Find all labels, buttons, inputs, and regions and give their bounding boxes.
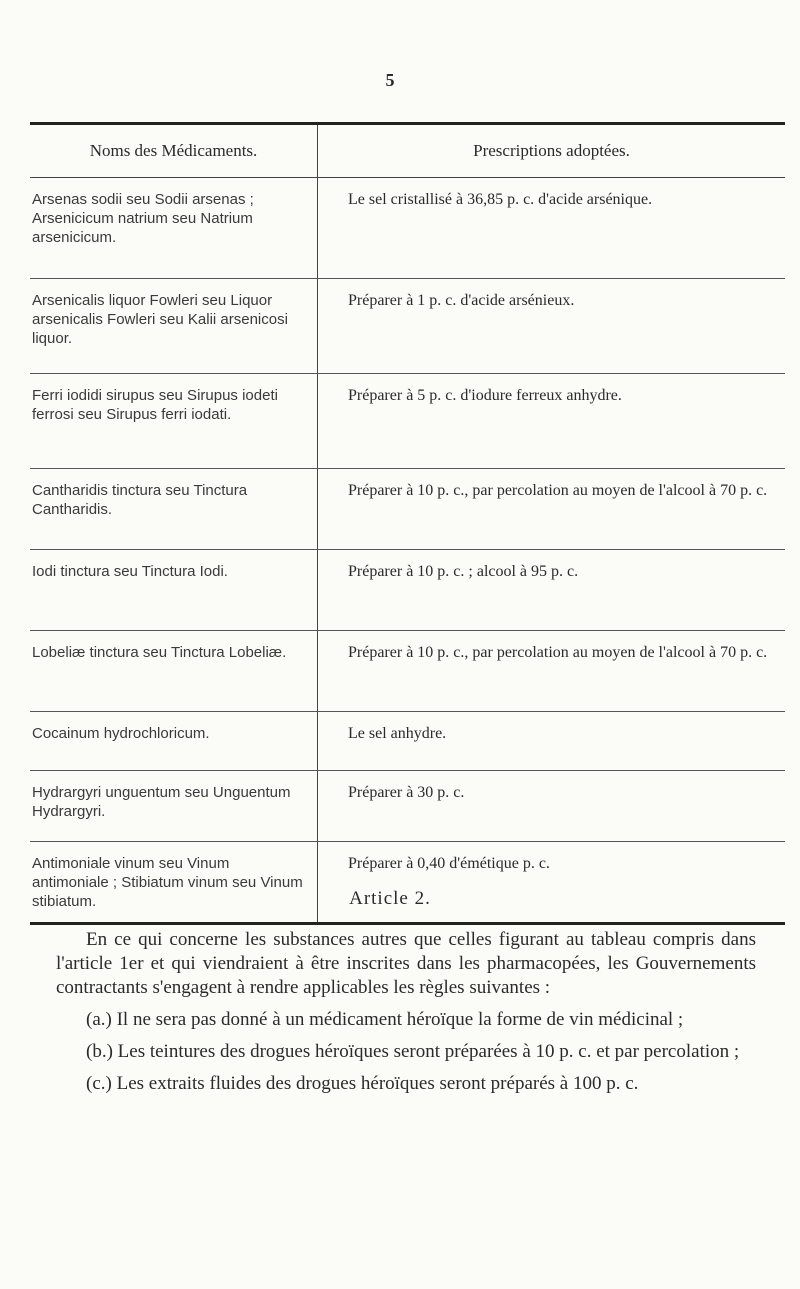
table-row [30, 178, 785, 279]
article-body [56, 928, 756, 1104]
prescription: Préparer à 10 p. c., par percolation au moyen de l'alcool à 70 p. c. [348, 482, 768, 499]
medicaments-table [30, 122, 785, 925]
medicament-name: Lobeliæ tinctura seu Tinctura Lobeliæ. [30, 631, 318, 711]
medicament-name: Arsenas sodii seu Sodii arsenas ; Arsenicicum natrium seu Natrium arsenicicum. [30, 178, 318, 278]
article-item-a: (a.) Il ne sera pas donné à un médicament héroïque la forme de vin médicinal ; [86, 1009, 684, 1030]
medicament-name: Cantharidis tinctura seu Tinctura Cantharidis. [30, 469, 318, 549]
medicament-name: Ferri iodidi sirupus seu Sirupus iodeti ferrosi seu Sirupus ferri iodati. [30, 374, 318, 468]
medicament-name: Arsenicalis liquor Fowleri seu Liquor arsenicalis Fowleri seu Kalii arsenicosi liquor. [30, 279, 318, 373]
prescription: Préparer à 0,40 d'émétique p. c. [348, 855, 550, 872]
medicament-name: Hydrargyri unguentum seu Unguentum Hydrargyri. [30, 771, 318, 841]
table-row [30, 631, 785, 712]
table-row [30, 469, 785, 550]
prescription: Préparer à 1 p. c. d'acide arsénieux. [348, 292, 575, 309]
prescription: Le sel cristallisé à 36,85 p. c. d'acide arsénique. [348, 191, 653, 208]
medicament-name: Iodi tinctura seu Tinctura Iodi. [30, 550, 318, 630]
table-header [30, 125, 785, 178]
article-intro: En ce qui concerne les substances autres que celles figurant au tableau compris dans l'article 1er et qui viendraient à être inscrites dans les pharmacopées, les Gouvernements contractants s'engagent à rendre applicables les règles suivantes : [56, 929, 756, 998]
article-item-c: (c.) Les extraits fluides des drogues héroïques seront préparés à 100 p. c. [86, 1073, 639, 1094]
prescription: Préparer à 10 p. c. ; alcool à 95 p. c. [348, 563, 579, 580]
medicament-name: Antimoniale vinum seu Vinum antimoniale ; Stibiatum vinum seu Vinum stibiatum. [30, 842, 318, 922]
table-row [30, 771, 785, 842]
header-prescriptions: Prescriptions adoptées. [473, 141, 630, 160]
page-number: 5 [385, 70, 395, 90]
table-row [30, 842, 785, 922]
header-noms: Noms des Médicaments. [30, 125, 318, 177]
article-title: Article 2. [349, 888, 431, 909]
table-row [30, 279, 785, 374]
medicament-name: Cocainum hydrochloricum. [30, 712, 318, 770]
article-item-b: (b.) Les teintures des drogues héroïques seront préparées à 10 p. c. et par percolation ; [86, 1041, 740, 1062]
prescription: Le sel anhydre. [348, 725, 447, 742]
table-body [30, 178, 785, 922]
table-row [30, 374, 785, 469]
table-row [30, 712, 785, 771]
table-row [30, 550, 785, 631]
prescription: Préparer à 30 p. c. [348, 784, 465, 801]
prescription: Préparer à 5 p. c. d'iodure ferreux anhydre. [348, 387, 622, 404]
prescription: Préparer à 10 p. c., par percolation au moyen de l'alcool à 70 p. c. [348, 644, 768, 661]
